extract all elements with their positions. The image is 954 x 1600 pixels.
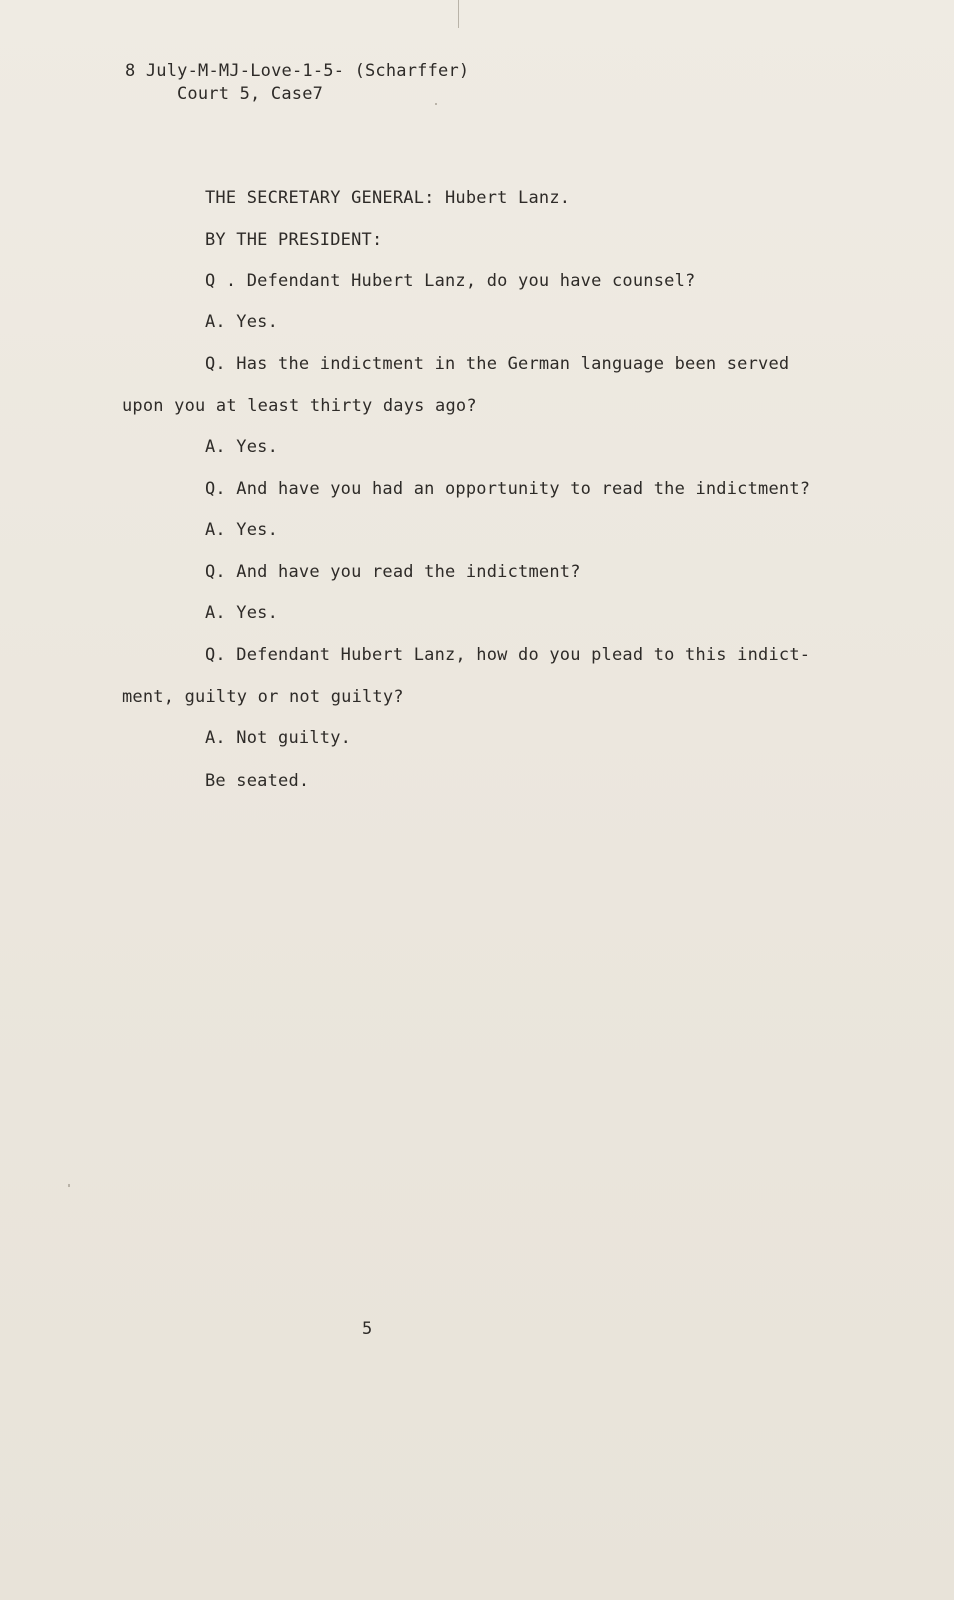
answer-5: A. Not guilty. [205, 728, 352, 748]
answer-2: A. Yes. [205, 437, 279, 457]
question-3: Q. And have you had an opportunity to read the indictment? [205, 479, 811, 499]
question-5-line-2: ment, guilty or not guilty? [122, 687, 404, 707]
paper-mark [458, 0, 459, 28]
secretary-line: THE SECRETARY GENERAL: Hubert Lanz. [205, 188, 571, 208]
answer-4: A. Yes. [205, 603, 279, 623]
answer-1: A. Yes. [205, 312, 279, 332]
page-number: 5 [362, 1319, 373, 1339]
by-president-line: BY THE PRESIDENT: [205, 230, 383, 250]
question-2-line-2: upon you at least thirty days ago? [122, 396, 477, 416]
paper-speck [435, 103, 437, 105]
answer-3: A. Yes. [205, 520, 279, 540]
closing-line: Be seated. [205, 771, 310, 791]
header-line-2: Court 5, Case7 [177, 84, 324, 104]
question-2-line-1: Q. Has the indictment in the German language been served [205, 354, 790, 374]
paper-speck [68, 1184, 70, 1187]
question-1: Q . Defendant Hubert Lanz, do you have counsel? [205, 271, 696, 291]
question-4: Q. And have you read the indictment? [205, 562, 581, 582]
header-line-1: 8 July-M-MJ-Love-1-5- (Scharffer) [125, 61, 470, 81]
question-5-line-1: Q. Defendant Hubert Lanz, how do you plead to this indict- [205, 645, 811, 665]
